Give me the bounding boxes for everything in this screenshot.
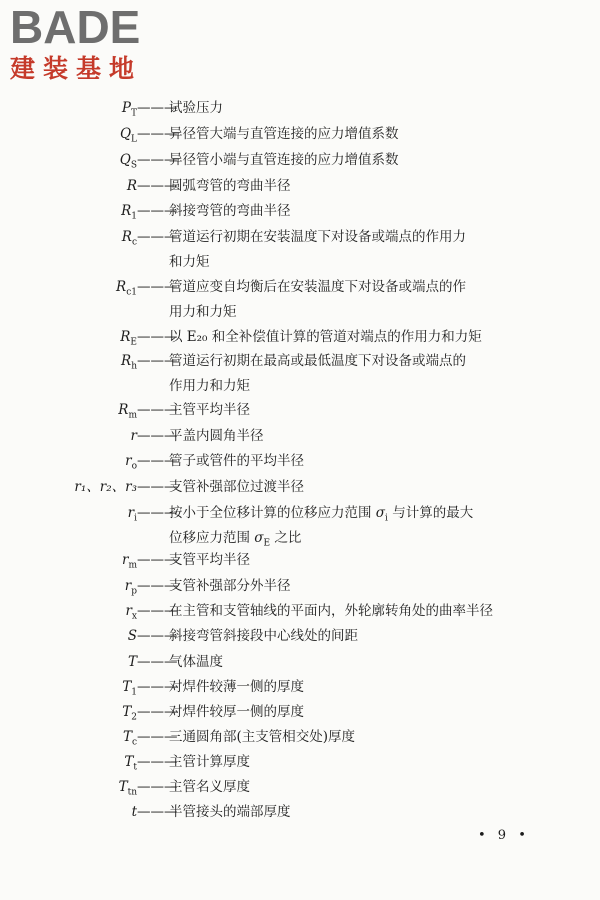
dash-separator: ———	[137, 552, 178, 568]
dash-separator: ———	[137, 178, 178, 194]
definition-entry	[0, 96, 600, 121]
symbol: $r_p$	[124, 578, 137, 597]
dash-separator: ———	[137, 505, 178, 521]
definition-text: 异径管小端与直管连接的应力增值系数	[169, 152, 399, 168]
definition-entry	[0, 599, 600, 624]
definition-entry	[0, 225, 600, 275]
symbol: $R_m$	[118, 402, 137, 421]
definition-entry	[0, 174, 600, 199]
symbol: $T_2$	[122, 704, 137, 723]
definition-entry	[0, 275, 600, 325]
symbol: R	[126, 178, 137, 194]
definition-entry	[0, 750, 600, 775]
dash-separator: ———	[137, 704, 178, 720]
symbol: $T_{tn}$	[118, 779, 137, 798]
definition-text: 斜接弯管斜接段中心线处的间距	[169, 628, 358, 644]
definition-entry	[0, 148, 600, 173]
dash-separator: ———	[137, 628, 178, 644]
definition-entry	[0, 548, 600, 573]
definition-text: 位移应力范围 $\sigma_E$ 之比	[169, 530, 302, 549]
definition-text: 用力和力矩	[169, 304, 237, 320]
dash-separator: ———	[137, 203, 178, 219]
definition-text: 试验压力	[169, 100, 223, 116]
symbol: $Q_S$	[119, 152, 137, 171]
definition-entry	[0, 449, 600, 474]
dash-separator: ———	[137, 578, 178, 594]
dash-separator: ———	[137, 353, 178, 369]
definition-text: 支管补强部位过渡半径	[169, 479, 304, 495]
definition-text: 在主管和支管轴线的平面内，外轮廓转角处的曲率半径	[169, 603, 493, 619]
definition-text: 圆弧弯管的弯曲半径	[169, 178, 291, 194]
definition-text: 和力矩	[169, 254, 210, 270]
symbol: $T_c$	[122, 729, 137, 748]
definition-entry	[0, 624, 600, 649]
definition-text: 平盖内圆角半径	[169, 428, 264, 444]
definition-text: 按小于全位移计算的位移应力范围 $\sigma_i$ 与计算的最大	[169, 505, 474, 524]
symbol: $r_x$	[125, 603, 137, 622]
definition-entry	[0, 725, 600, 750]
definition-text: 对焊件较厚一侧的厚度	[169, 704, 304, 720]
definition-entry	[0, 325, 600, 350]
dash-separator: ———	[137, 603, 178, 619]
definition-text: 异径管大端与直管连接的应力增值系数	[169, 126, 399, 142]
dash-separator: ———	[137, 779, 178, 795]
symbol: $T_t$	[124, 754, 137, 773]
definition-text: 主管名义厚度	[169, 779, 250, 795]
dash-separator: ———	[137, 453, 178, 469]
dash-separator: ———	[137, 402, 178, 418]
dash-separator: ———	[137, 152, 178, 168]
definition-entry	[0, 398, 600, 423]
dash-separator: ———	[137, 329, 178, 345]
page-number: • 9 •	[478, 828, 530, 843]
symbol: r₁、r₂、r₃	[74, 479, 137, 495]
definition-text: 气体温度	[169, 654, 223, 670]
symbol: $R_{c1}$	[116, 279, 137, 298]
symbol: T	[127, 654, 137, 670]
definition-text: 三通圆角部(主支管相交处)厚度	[169, 729, 356, 745]
definition-text: 斜接弯管的弯曲半径	[169, 203, 291, 219]
dash-separator: ———	[137, 279, 178, 295]
symbol: $R_c$	[121, 229, 137, 248]
symbol: $R_1$	[121, 203, 137, 222]
definition-text: 管子或管件的平均半径	[169, 453, 304, 469]
definition-text: 对焊件较薄一侧的厚度	[169, 679, 304, 695]
definition-text: 管道应变自均衡后在安装温度下对设备或端点的作	[169, 279, 466, 295]
definition-text: 以 E₂₀ 和全补偿值计算的管道对端点的作用力和力矩	[169, 329, 482, 345]
definition-text: 主管计算厚度	[169, 754, 250, 770]
symbol: $r_m$	[121, 552, 137, 571]
symbol: t	[131, 804, 137, 820]
definition-text: 支管平均半径	[169, 552, 250, 568]
logo-chinese-name: 建装基地	[10, 54, 143, 83]
definition-text: 作用力和力矩	[169, 378, 250, 394]
symbol: S	[127, 628, 137, 644]
dash-separator: ———	[137, 100, 178, 116]
dash-separator: ———	[137, 729, 178, 745]
symbol: $r_i$	[127, 505, 137, 524]
dash-separator: ———	[137, 679, 178, 695]
dash-separator: ———	[137, 229, 178, 245]
definition-entry	[0, 199, 600, 224]
definition-entry	[0, 475, 600, 500]
dash-separator: ———	[137, 804, 178, 820]
definition-entry	[0, 675, 600, 700]
definition-text: 主管平均半径	[169, 402, 250, 418]
dash-separator: ———	[137, 428, 178, 444]
definition-entry	[0, 574, 600, 599]
definition-text: 半管接头的端部厚度	[169, 804, 291, 820]
symbol: $R_E$	[120, 329, 137, 348]
symbol: r	[130, 428, 137, 444]
definition-entry	[0, 501, 600, 551]
definition-text: 支管补强部分外半径	[169, 578, 291, 594]
definition-entry	[0, 650, 600, 675]
definition-entry	[0, 349, 600, 399]
dash-separator: ———	[137, 754, 178, 770]
dash-separator: ———	[137, 479, 178, 495]
definition-text: 管道运行初期在最高或最低温度下对设备或端点的	[169, 353, 466, 369]
dash-separator: ———	[137, 126, 178, 142]
symbol: $R_h$	[121, 353, 137, 372]
definition-entry	[0, 775, 600, 800]
definition-entry	[0, 700, 600, 725]
symbol: $T_1$	[122, 679, 137, 698]
definition-text: 管道运行初期在安装温度下对设备或端点的作用力	[169, 229, 466, 245]
logo-wordmark: BADE	[10, 1, 141, 53]
definition-entry	[0, 424, 600, 449]
symbol: $r_o$	[125, 453, 137, 472]
symbol: $P_T$	[121, 100, 137, 119]
dash-separator: ———	[137, 654, 178, 670]
symbol: $Q_L$	[119, 126, 137, 145]
definition-entry	[0, 122, 600, 147]
definition-entry	[0, 800, 600, 825]
